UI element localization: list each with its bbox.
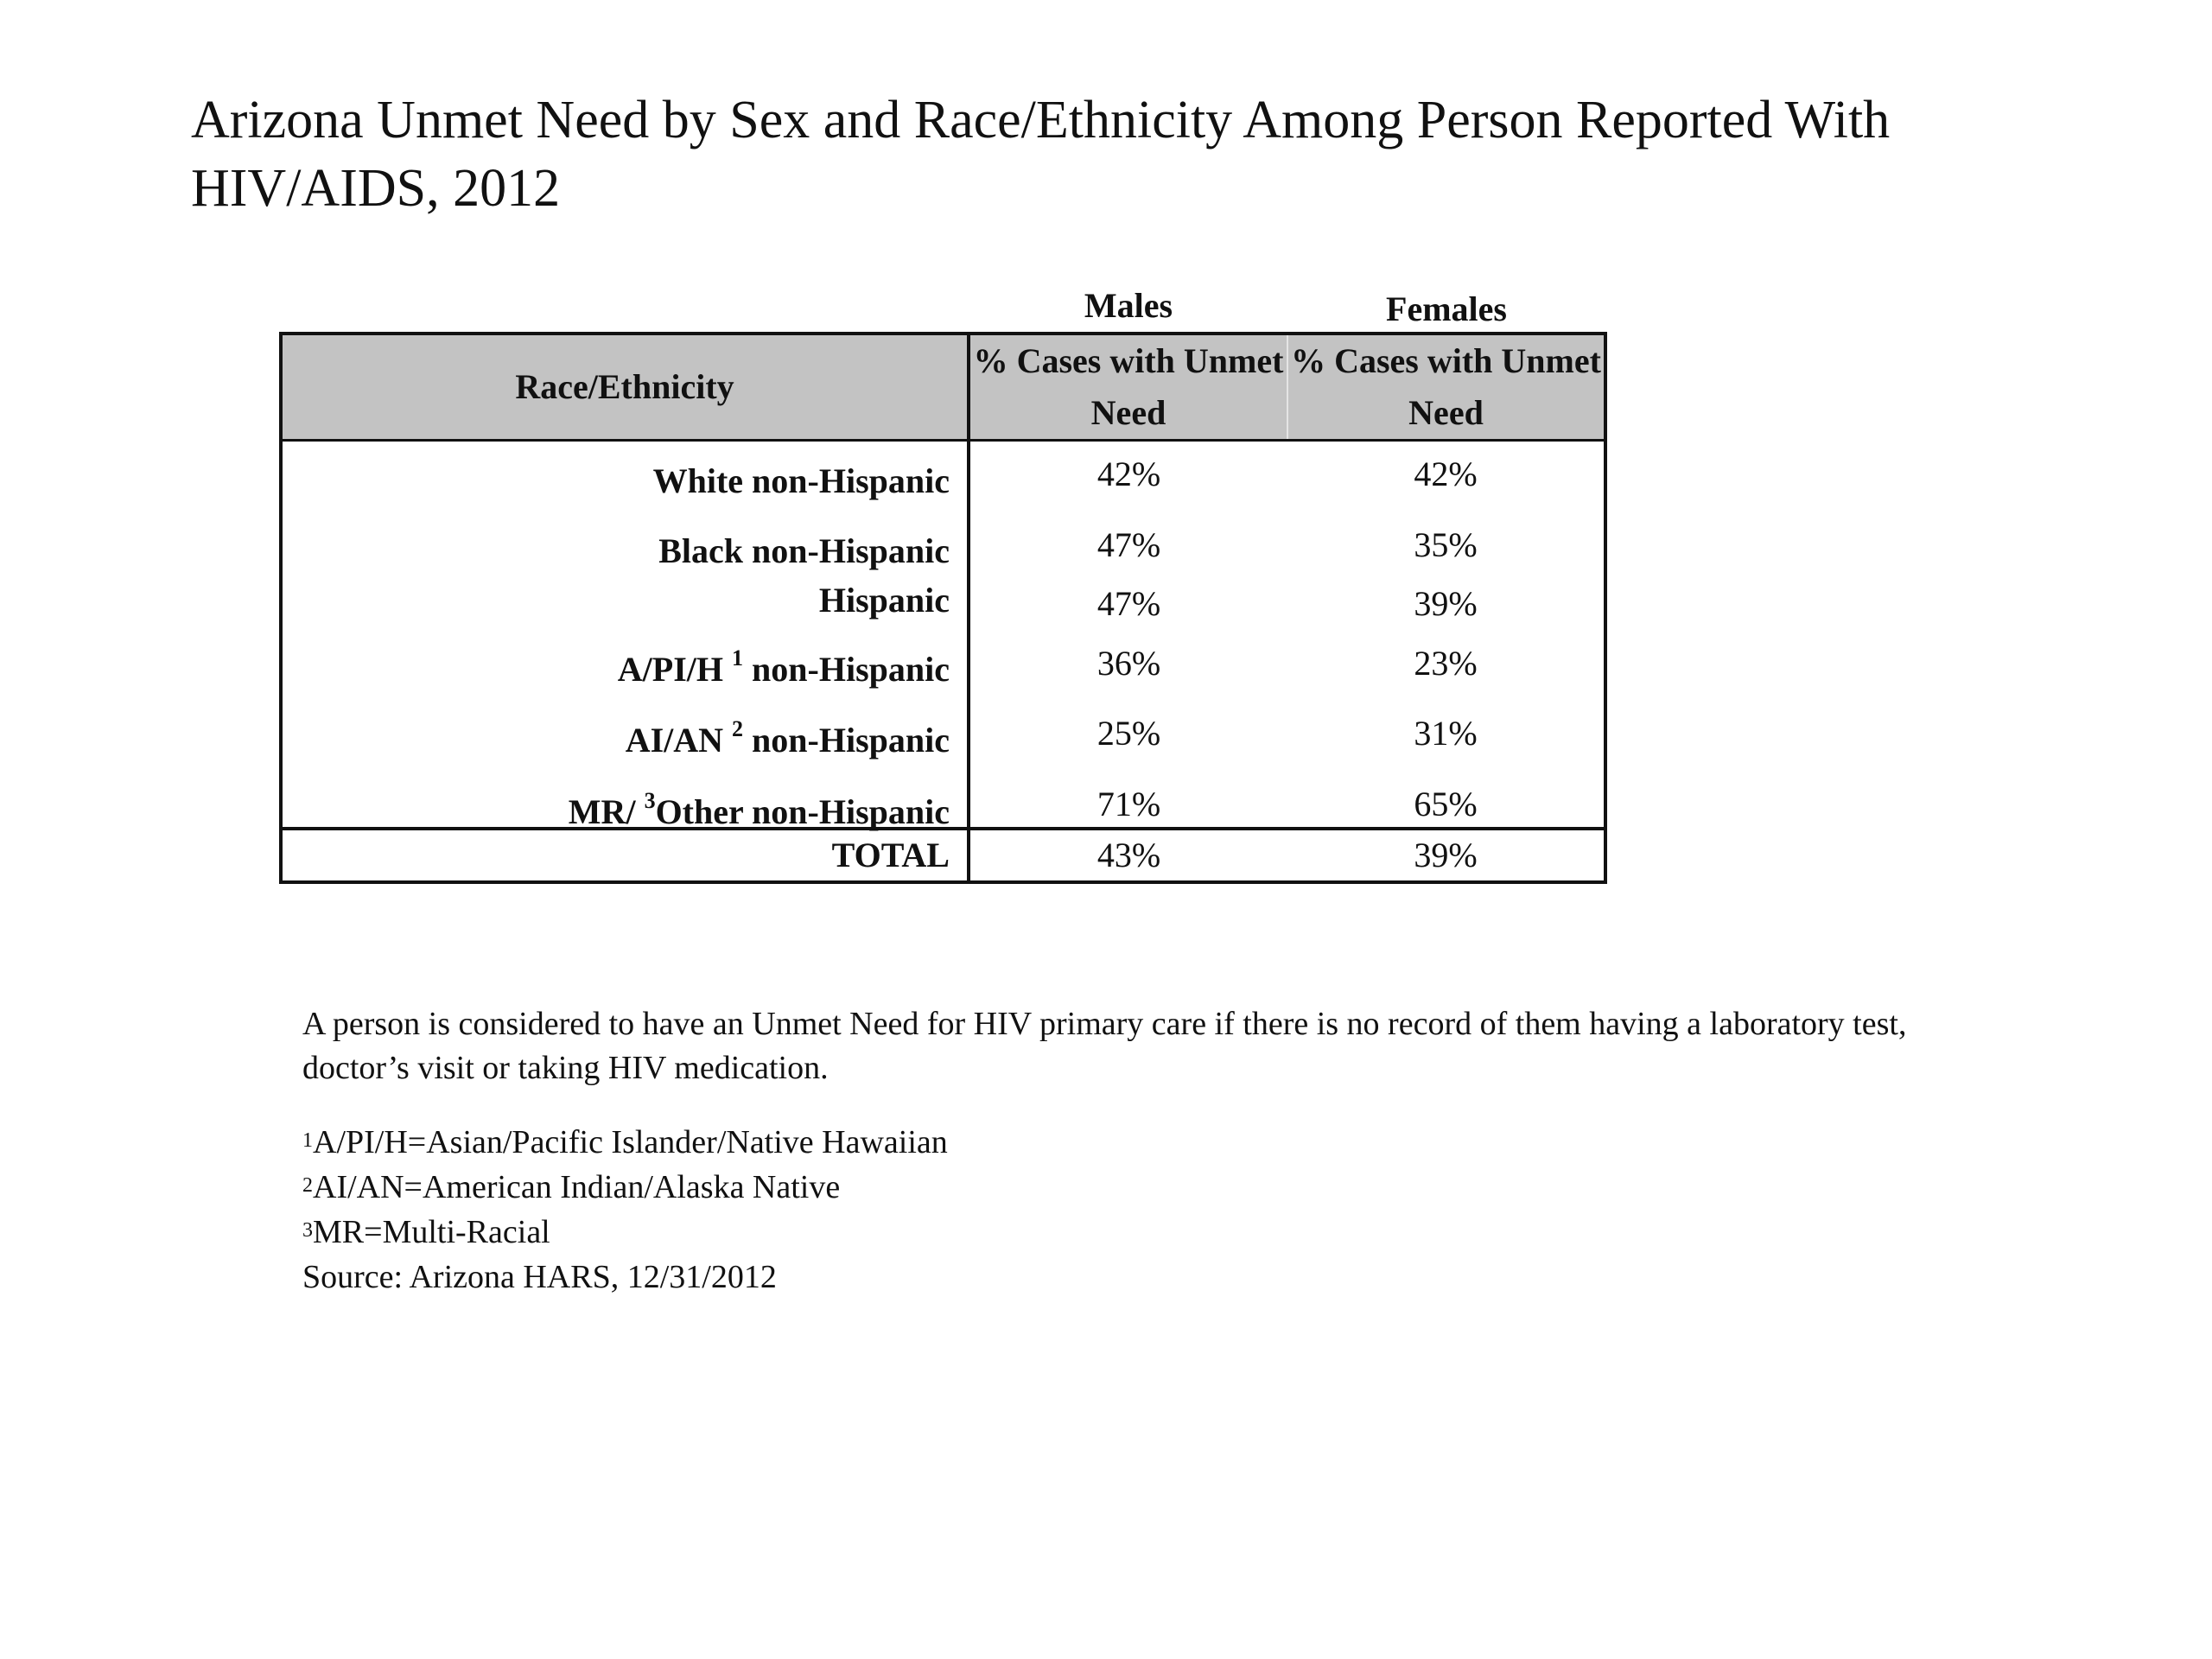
- footnote-2: $^2$AI/AN=American Indian/Alaska Native: [302, 1169, 841, 1205]
- total-row: [281, 829, 1605, 882]
- males-values-column: [969, 441, 1287, 830]
- females-group-header: Females: [1386, 289, 1507, 328]
- row-label-black: Black non-Hispanic: [658, 531, 950, 570]
- table-body: [281, 441, 1605, 830]
- row-label-hispanic: Hispanic: [818, 581, 950, 620]
- males-value-aian: 25%: [1096, 714, 1161, 753]
- race-ethnicity-header: Race/Ethnicity: [281, 334, 969, 441]
- source-line: Source: Arizona HARS, 12/31/2012: [302, 1259, 777, 1295]
- males-value-mr-other: 71%: [1096, 785, 1161, 823]
- row-label-white: White non-Hispanic: [652, 461, 950, 500]
- footnotes: [302, 1120, 1599, 1300]
- males-value-hispanic: 47%: [1096, 584, 1161, 623]
- unmet-need-definition: A person is considered to have an Unmet Need for HIV primary care if there is no record of them having a laboratory test, doctor’s visit or taking HIV medication.: [302, 1006, 1907, 1086]
- females-values-column: [1287, 441, 1605, 830]
- males-unmet-need-header: % Cases with Unmet Need: [969, 334, 1287, 441]
- males-value-white: 42%: [1096, 454, 1161, 493]
- total-females-value: 39%: [1287, 829, 1605, 882]
- footnote-1: $^1$A/PI/H=Asian/Pacific Islander/Native Hawaiian: [302, 1124, 948, 1160]
- row-label-apih: A/PI/H $^1$ non-Hispanic: [617, 645, 950, 689]
- race-labels-column: [281, 441, 969, 830]
- females-unmet-need-header: % Cases with Unmet Need: [1287, 334, 1605, 441]
- females-value-white: 42%: [1414, 454, 1478, 493]
- footnote-3: $^3$MR=Multi-Racial: [302, 1214, 550, 1250]
- males-value-black: 47%: [1096, 525, 1161, 564]
- row-label-mr-other: MR/ $^3$Other non-Hispanic: [568, 788, 950, 831]
- row-label-aian: AI/AN $^2$ non-Hispanic: [625, 716, 950, 760]
- females-value-apih: 23%: [1414, 644, 1478, 683]
- females-value-black: 35%: [1414, 525, 1478, 564]
- females-value-aian: 31%: [1414, 714, 1478, 753]
- females-value-mr-other: 65%: [1414, 785, 1478, 823]
- males-value-apih: 36%: [1096, 644, 1161, 683]
- total-label: TOTAL: [281, 829, 969, 882]
- page-title: Arizona Unmet Need by Sex and Race/Ethnicity Among Person Reported With HIV/AIDS, 2012: [191, 91, 1891, 218]
- total-males-value: 43%: [969, 829, 1287, 882]
- males-group-header: Males: [1084, 286, 1173, 325]
- females-value-hispanic: 39%: [1414, 584, 1478, 623]
- table-header-row: [281, 334, 1605, 441]
- unmet-need-table: [279, 332, 1604, 884]
